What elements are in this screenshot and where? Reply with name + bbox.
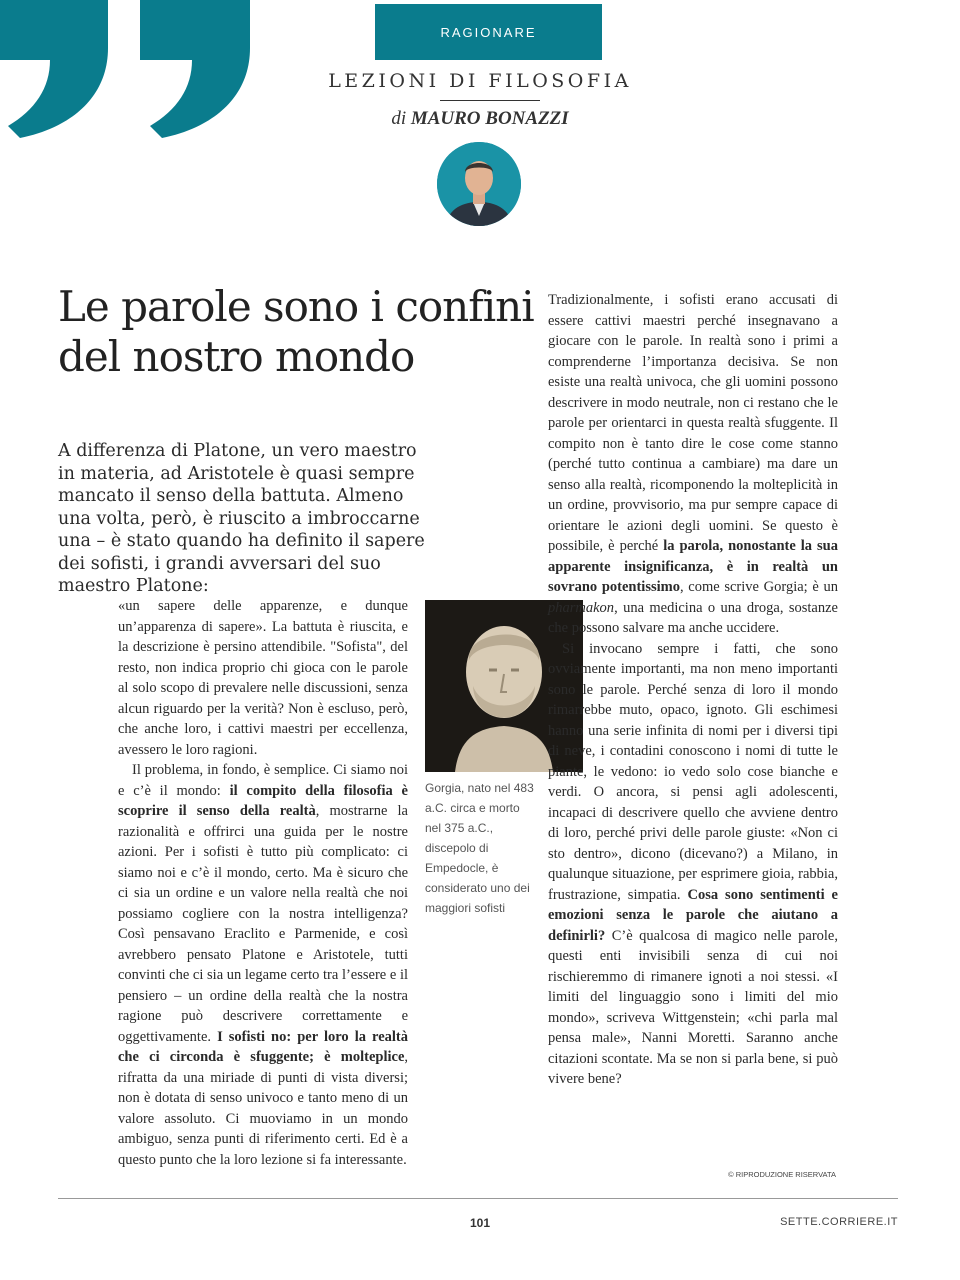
bold-text: Cosa sono sentimenti e emozioni senza le parole che aiutano a definirli? xyxy=(548,886,838,944)
photo-caption: Gorgia, nato nel 483 a.C. circa e morto nel 375 a.C., discepolo di Empedocle, è considerato uno dei maggiori sofisti xyxy=(425,781,534,915)
text-run: Tradizionalmente, i sofisti erano accusati di essere cattivi maestri perché insegnavano a giocare con le parole. In realtà sono i primi a comprenderne l’importanza decisiva. Se non esiste una realtà univoca, che gli uomini possono descrivere in modo neutrale, non ci restano che le parole per orientarci in questa realtà sfuggente. Il compito non è tanto dire le cose come stanno (perché tutto continua a cambiare) ma dare un senso alla realtà, ricomponendo la molteplicità in un ordine, provvisorio, ma pur sempre capace di orientare le azioni degli uomini. Se questo è possibile, è perché xyxy=(548,292,838,554)
closing-quote-icon xyxy=(0,0,260,148)
copyright-notice: © RIPRODUZIONE RISERVATA xyxy=(728,1170,836,1179)
text-run: C’è qualcosa di magico nelle parole, questi enti invisibili senza di cui noi rischieremmo di rimanere ignoti a noi stessi. «I limiti del linguaggio sono i limiti del mio mondo», scriveva Wittgenstein; «chi parla mal pensa male», Nanni Moretti. Saranno anche citazioni scontate. Ma se non si parla bene, si può vivere bene? xyxy=(548,927,838,1087)
title-divider xyxy=(440,100,540,101)
article-column-left xyxy=(118,596,408,1170)
article-headline xyxy=(58,282,538,382)
author-avatar xyxy=(437,142,521,226)
author-portrait-image xyxy=(437,142,521,226)
section-label: RAGIONARE xyxy=(375,4,602,60)
italic-text: pharmakon xyxy=(548,599,615,616)
author-name: MAURO BONAZZI xyxy=(410,108,569,129)
headline-line-2: del nostro mondo xyxy=(58,332,415,381)
article-lede: A differenza di Platone, un vero maestro in materia, ad Aristotele è quasi sempre mancato il senso della battuta. Almeno una volta, però, è riuscito a imbroccarne una – è stato quando ha definito il sapere dei sofisti, i grandi avversari del suo maestro Platone: xyxy=(58,441,425,596)
site-url: SETTE.CORRIERE.IT xyxy=(780,1216,898,1228)
headline-line-1: Le parole sono i confini xyxy=(58,282,534,331)
series-title: LEZIONI DI FILOSOFIA xyxy=(328,70,632,92)
byline xyxy=(300,108,660,130)
page-number: 101 xyxy=(469,1216,491,1230)
text-run: Il problema, in fondo, è semplice. Ci siamo noi e c’è il mondo: xyxy=(118,762,408,799)
paragraph: «un sapere delle apparenze, e dunque un’apparenza di sapere». La battuta è riuscita, e la descrizione è persino attendibile. "Sofista", del resto, non indica proprio chi gioca con le parole al solo scopo di prevalere nelle discussioni, senza alcun riguardo per la verità? Non è escluso, però, che anche loro, i cattivi maestri per eccellenza, avessero le loro ragioni. xyxy=(118,598,408,758)
article-column-right xyxy=(548,290,838,1090)
paragraph xyxy=(118,760,408,1170)
text-run: , come scrive Gorgia; è un xyxy=(679,579,838,595)
paragraph xyxy=(548,639,838,1090)
text-run: , mostrarne la razionalità e offrirci una guida per le nostre azioni. Per i sofisti è tutto più complicato: ci siamo noi e c’è il mondo, certo. Ma è sicuro che ci sia un ordine e un valore nella realtà che noi possiamo cogliere con la nostra intelligenza? Così pensavano Eraclito e Parmenide, e così avrebbero pensato Platone e Aristotele, tutti convinti che ci sia un legame certo tra l’essere e il pensiero – un ordine della realtà che la nostra ragione può descrivere correttamente e oggettivamente. xyxy=(118,803,408,1045)
text-run: , una medicina o una droga, sostanze che possono salvare ma anche uccidere. xyxy=(548,599,838,636)
bold-text: I sofisti no: per loro la realtà che ci circonda è sfuggente; è molteplice xyxy=(118,1028,408,1065)
text-run: Si invocano sempre i fatti, che sono ovviamente importanti, ma non meno importanti sono le parole. Perché senza di loro il mondo rimarrebbe muto, opaco, ignoto. Gli eschimesi hanno una serie infinita di nomi per i diversi tipi di neve, i contadini conoscono i nomi di tutte le piante, le vedono: io vedo solo cose bianche e verdi. O ancora, si pensi agli adolescenti, incapaci di descrivere quello che avviene dentro di loro, perché privi delle parole giuste: «Non ci sto dentro», dicono (dicevano?) a Milano, in qualunque situazione, per esprimere gioia, rabbia, frustrazione, simpatia. xyxy=(548,640,838,903)
text-run: , rifratta da una miriade di punti di vista diversi; non è dotata di senso univoco e tanto meno di un valore assoluto. Ci muoviamo in un mondo ambiguo, senza punti di riferimento certi. Ed è a questo punto che la loro lezione si fa interessante. xyxy=(118,1049,408,1168)
byline-prefix: di xyxy=(391,108,407,129)
bold-text: la parola, nonostante la sua apparente insignificanza, è in realtà un sovrano potentissimo xyxy=(548,538,838,595)
footer-divider xyxy=(58,1198,898,1199)
paragraph xyxy=(548,290,838,639)
bold-text: il compito della filosofia è scoprire il senso della realtà xyxy=(118,782,408,819)
